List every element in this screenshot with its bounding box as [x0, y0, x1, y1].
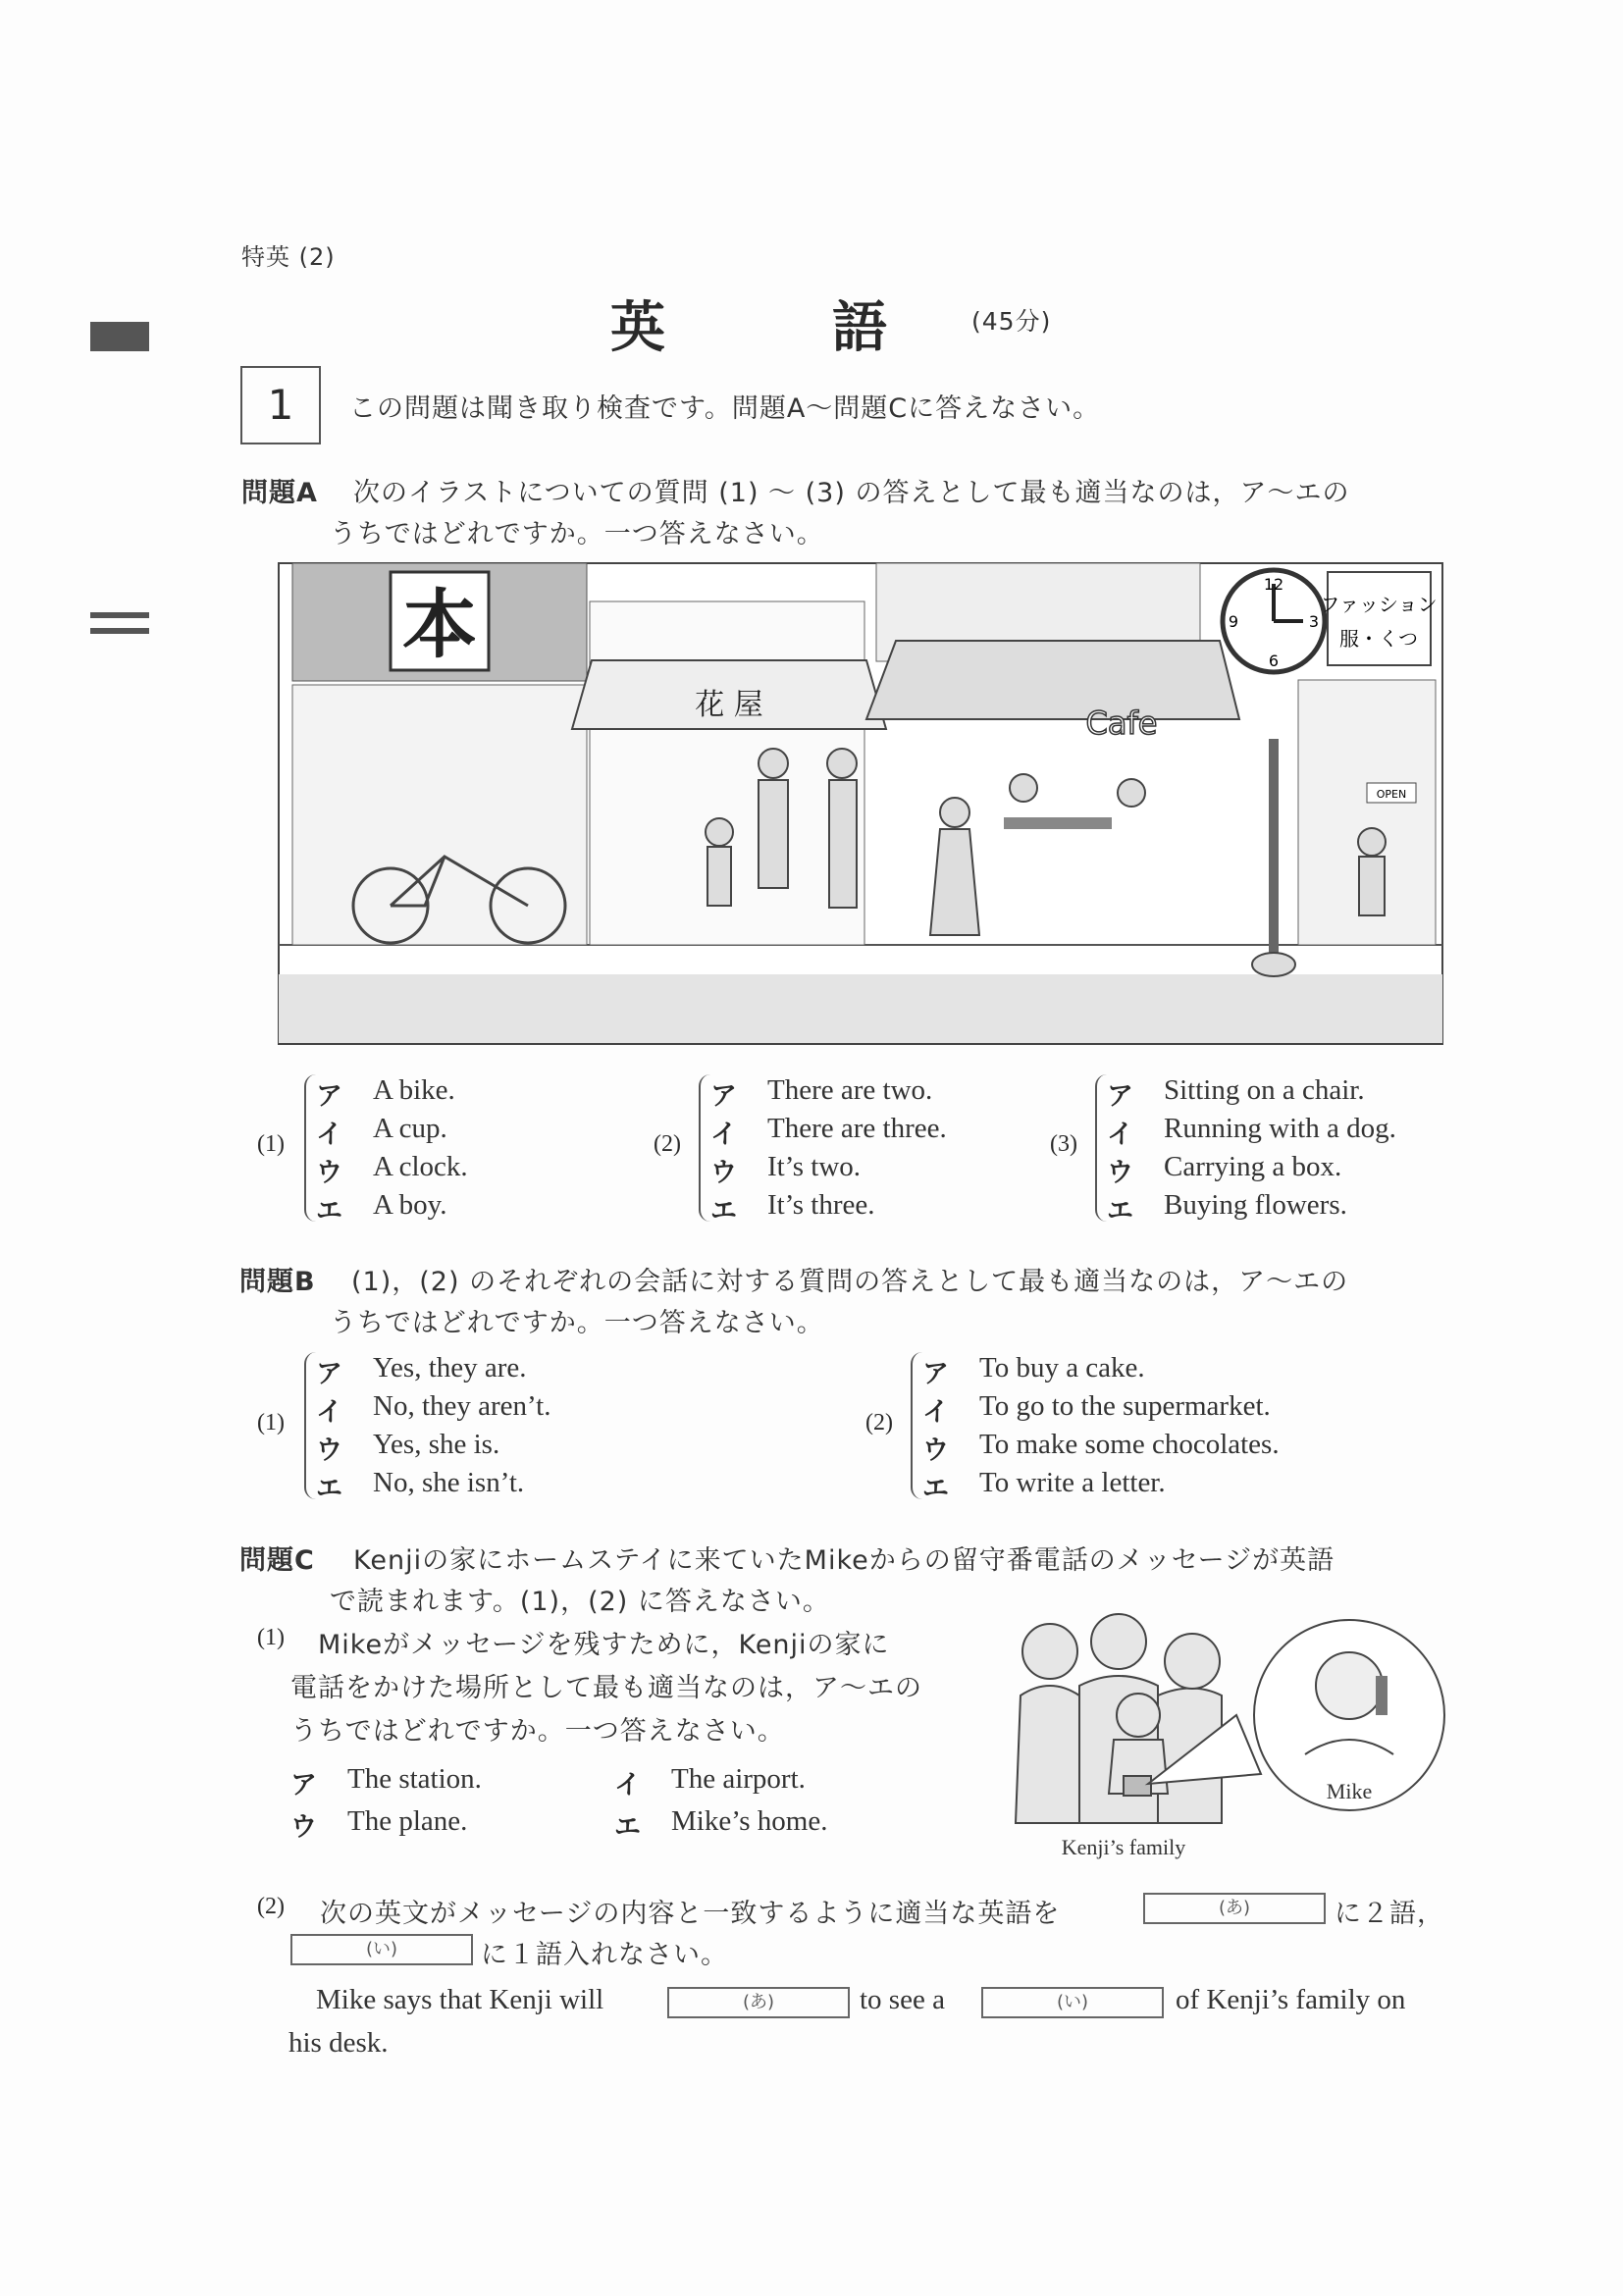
option-key: イ	[922, 1397, 949, 1428]
qA-text: うちではどれですか。一つ答えなさい。	[330, 519, 824, 549]
mike-face	[1316, 1652, 1383, 1719]
sentence-part: his desk.	[288, 2027, 389, 2059]
margin-mark-line	[90, 612, 149, 618]
option-text: A boy.	[373, 1189, 447, 1221]
group-number: (1)	[257, 1410, 285, 1435]
option-text: Buying flowers.	[1164, 1189, 1347, 1221]
sentence-part: to see a	[860, 1984, 945, 2015]
option-key: ウ	[290, 1812, 317, 1843]
title-char-1: 英	[610, 296, 665, 360]
option-text: It’s two.	[767, 1151, 862, 1182]
option-key: ウ	[1107, 1158, 1133, 1188]
option-text: A cup.	[373, 1113, 447, 1144]
option-text: The airport.	[671, 1763, 806, 1795]
cafe-sign: Cafe	[1085, 704, 1158, 742]
option-key: ア	[290, 1770, 317, 1800]
group-number: (3)	[1050, 1131, 1077, 1157]
option-key: イ	[710, 1120, 737, 1150]
option-key: イ	[316, 1397, 342, 1428]
option-key: イ	[1107, 1120, 1133, 1150]
qB-text: うちではどれですか。一つ答えなさい。	[330, 1308, 824, 1338]
option-text: No, she isn’t.	[373, 1467, 525, 1498]
clock-9: 9	[1228, 612, 1239, 631]
qA-label: 問題A	[241, 478, 318, 508]
title-char-2: 語	[832, 296, 887, 360]
phone-call-illustration	[1011, 1607, 1452, 1862]
open-sign: OPEN	[1376, 788, 1407, 801]
section-number: 1	[240, 366, 321, 444]
qC2-text: に１語入れなさい。	[481, 1940, 728, 1970]
option-text: The station.	[347, 1763, 482, 1795]
option-key: ア	[1107, 1081, 1133, 1112]
option-text: Mike’s home.	[671, 1805, 828, 1837]
option-key: エ	[614, 1812, 641, 1843]
option-text: A clock.	[373, 1151, 468, 1182]
option-key: ア	[316, 1359, 342, 1389]
qC-text: Kenjiの家にホームステイに来ていたMikeからの留守番電話のメッセージが英語	[353, 1545, 1335, 1576]
phone-icon	[1376, 1676, 1387, 1715]
option-text: There are three.	[767, 1113, 947, 1144]
option-key: ア	[316, 1081, 342, 1112]
sentence-part: of Kenji’s family on	[1176, 1984, 1406, 2015]
option-key: エ	[316, 1474, 342, 1504]
option-text: It’s three.	[767, 1189, 875, 1221]
option-key: ウ	[316, 1158, 342, 1188]
kenjis-family-figures	[1016, 1614, 1222, 1823]
fashion-sign: ファッション	[1320, 593, 1438, 616]
option-key: イ	[316, 1120, 342, 1150]
qC-label: 問題C	[239, 1545, 315, 1576]
option-key: イ	[614, 1770, 641, 1800]
answer-box-a-label: (あ)	[1143, 1893, 1326, 1924]
group-number: (1)	[257, 1131, 285, 1157]
option-text: No, they aren’t.	[373, 1390, 551, 1422]
option-key: ウ	[316, 1435, 342, 1466]
qC2-text: に２語，	[1335, 1899, 1444, 1929]
qB-label: 問題B	[239, 1267, 316, 1297]
qC1-text: 電話をかけた場所として最も適当なのは，ア～エの	[290, 1673, 922, 1703]
family-caption: Kenji’s family	[1061, 1835, 1186, 1859]
qB-text: (1)，(2) のそれぞれの会話に対する質問の答えとして最も適当なのは，ア～エの	[351, 1267, 1349, 1297]
qC1-text: うちではどれですか。一つ答えなさい。	[290, 1716, 785, 1747]
group-number: (2)	[654, 1131, 681, 1157]
section-intro: この問題は聞き取り検査です。問題A～問題Cに答えなさい。	[349, 393, 1101, 424]
margin-mark-block	[90, 322, 149, 351]
option-text: To write a letter.	[979, 1467, 1166, 1498]
bookstore-sign: 本	[402, 581, 477, 668]
qC1-text: Mikeがメッセージを残すために，Kenjiの家に	[318, 1630, 890, 1660]
answer-box-a[interactable]: (あ)	[667, 1987, 850, 2018]
margin-mark-line	[90, 628, 149, 634]
option-text: Yes, they are.	[373, 1352, 527, 1383]
group-number: (2)	[865, 1410, 893, 1435]
option-text: Yes, she is.	[373, 1429, 500, 1460]
clock-12: 12	[1263, 575, 1284, 594]
page-code: 特英 (2)	[241, 243, 336, 271]
answer-box-i[interactable]: (い)	[981, 1987, 1164, 2018]
option-key: エ	[316, 1196, 342, 1226]
option-text: To buy a cake.	[979, 1352, 1145, 1383]
qA-text: 次のイラストについての質問 (1) ～ (3) の答えとして最も適当なのは，ア～エの	[353, 478, 1350, 508]
clock-6: 6	[1268, 652, 1280, 670]
qC2-number: (2)	[257, 1894, 285, 1919]
option-key: ア	[710, 1081, 737, 1112]
time-limit: (45分)	[971, 307, 1052, 336]
option-key: ウ	[710, 1158, 737, 1188]
clock-pole	[1269, 739, 1279, 974]
street-illustration	[278, 562, 1443, 1045]
option-text: There are two.	[767, 1074, 933, 1106]
option-text: Sitting on a chair.	[1164, 1074, 1365, 1106]
sentence-part: Mike says that Kenji will	[316, 1984, 604, 2015]
answer-box-i-label: (い)	[290, 1934, 473, 1965]
clock-3: 3	[1308, 612, 1320, 631]
qC2-text: 次の英文がメッセージの内容と一致するように適当な英語を	[320, 1899, 1061, 1929]
option-key: ウ	[922, 1435, 949, 1466]
mike-caption: Mike	[1326, 1779, 1373, 1803]
option-text: Carrying a box.	[1164, 1151, 1342, 1182]
option-text: A bike.	[373, 1074, 455, 1106]
option-text: Running with a dog.	[1164, 1113, 1396, 1144]
option-text: The plane.	[347, 1805, 468, 1837]
option-key: ア	[922, 1359, 949, 1389]
option-key: エ	[1107, 1196, 1133, 1226]
fashion-sign: 服・くつ	[1339, 627, 1418, 651]
qC1-number: (1)	[257, 1625, 285, 1650]
flower-shop-sign: 花 屋	[695, 688, 763, 722]
qC-text: で読まれます。(1)，(2) に答えなさい。	[330, 1587, 830, 1617]
option-text: To go to the supermarket.	[979, 1390, 1271, 1422]
option-key: エ	[710, 1196, 737, 1226]
option-key: エ	[922, 1474, 949, 1504]
option-text: To make some chocolates.	[979, 1429, 1280, 1460]
